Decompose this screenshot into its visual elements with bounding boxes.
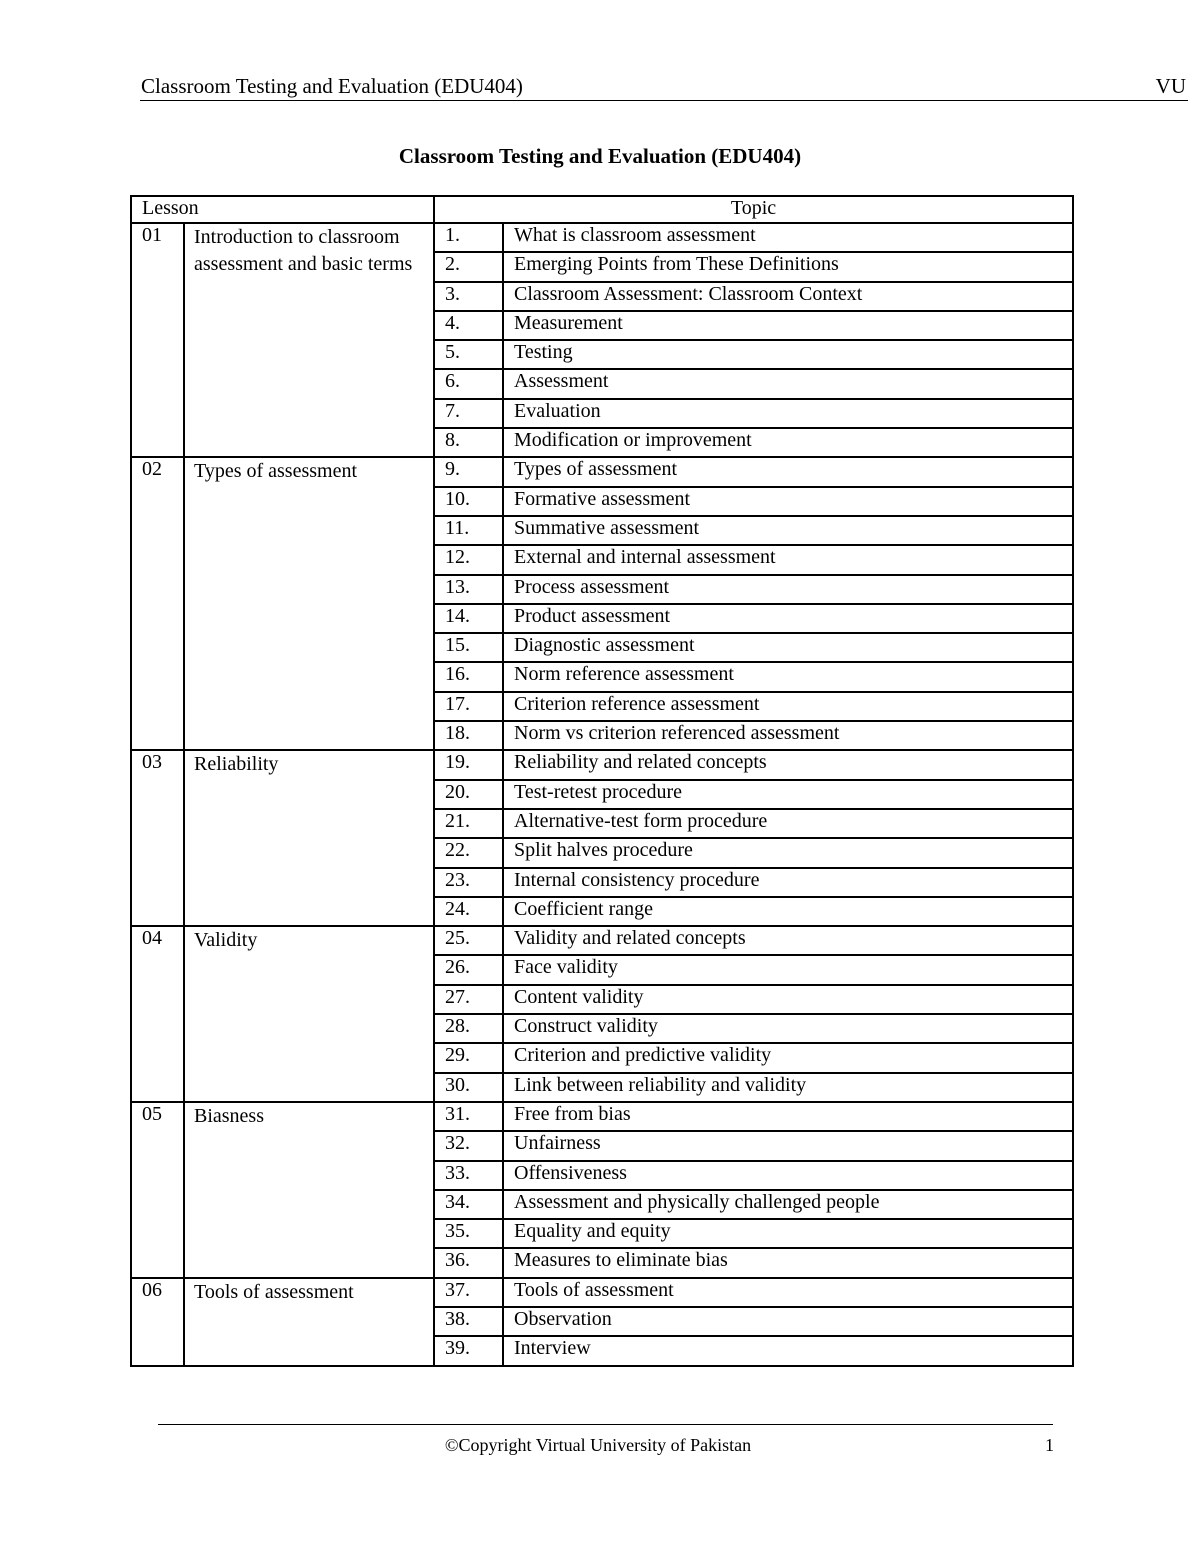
- topic-number: 38.: [434, 1307, 503, 1336]
- topic-title: Content validity: [503, 985, 1073, 1014]
- topic-number: 11.: [434, 516, 503, 545]
- topic-number: 18.: [434, 721, 503, 750]
- topic-number: 5.: [434, 340, 503, 369]
- topic-title: Testing: [503, 340, 1073, 369]
- lesson-number: 05: [131, 1102, 184, 1278]
- topic-number: 37.: [434, 1278, 503, 1307]
- topic-number: 33.: [434, 1161, 503, 1190]
- topic-title: Interview: [503, 1336, 1073, 1365]
- lesson-name: Reliability: [184, 750, 434, 926]
- topic-number: 3.: [434, 282, 503, 311]
- topic-title: Validity and related concepts: [503, 926, 1073, 955]
- lesson-number: 02: [131, 457, 184, 750]
- topic-title: Internal consistency procedure: [503, 868, 1073, 897]
- page-number: 1: [1045, 1435, 1054, 1455]
- topic-title: Modification or improvement: [503, 428, 1073, 457]
- table-header-row: [131, 196, 1073, 223]
- topic-number: 20.: [434, 780, 503, 809]
- topic-title: Assessment: [503, 369, 1073, 398]
- topic-number: 22.: [434, 838, 503, 867]
- topic-number: 31.: [434, 1102, 503, 1131]
- topic-title: What is classroom assessment: [503, 223, 1073, 252]
- topic-title: Alternative-test form procedure: [503, 809, 1073, 838]
- table-row: [131, 1102, 1073, 1131]
- topic-number: 1.: [434, 223, 503, 252]
- lesson-name: Types of assessment: [184, 457, 434, 750]
- topic-title: Types of assessment: [503, 457, 1073, 486]
- table-row: [131, 223, 1073, 252]
- topic-title: Unfairness: [503, 1131, 1073, 1160]
- table-row: [131, 457, 1073, 486]
- topic-title: Test-retest procedure: [503, 780, 1073, 809]
- topic-title: Coefficient range: [503, 897, 1073, 926]
- lesson-number: 01: [131, 223, 184, 457]
- table-row: [131, 1278, 1073, 1307]
- topic-title: Evaluation: [503, 399, 1073, 428]
- topic-number: 7.: [434, 399, 503, 428]
- topic-number: 17.: [434, 692, 503, 721]
- topic-number: 25.: [434, 926, 503, 955]
- topic-number: 29.: [434, 1043, 503, 1072]
- topic-number: 13.: [434, 575, 503, 604]
- topic-number: 26.: [434, 955, 503, 984]
- topic-title: Free from bias: [503, 1102, 1073, 1131]
- topic-title: Emerging Points from These Definitions: [503, 252, 1073, 281]
- topic-number: 2.: [434, 252, 503, 281]
- topic-number: 39.: [434, 1336, 503, 1365]
- topic-number: 12.: [434, 545, 503, 574]
- lesson-number: 03: [131, 750, 184, 926]
- topic-title: Measures to eliminate bias: [503, 1248, 1073, 1277]
- table-row: [131, 750, 1073, 779]
- topic-number: 27.: [434, 985, 503, 1014]
- topic-title: Classroom Assessment: Classroom Context: [503, 282, 1073, 311]
- lesson-name: Biasness: [184, 1102, 434, 1278]
- table-row: [131, 926, 1073, 955]
- header-org: VU: [1155, 74, 1186, 98]
- topic-title: Reliability and related concepts: [503, 750, 1073, 779]
- topic-number: 6.: [434, 369, 503, 398]
- topic-number: 30.: [434, 1073, 503, 1102]
- topic-title: Link between reliability and validity: [503, 1073, 1073, 1102]
- lesson-name: Introduction to classroom assessment and basic terms: [184, 223, 434, 457]
- topic-title: Tools of assessment: [503, 1278, 1073, 1307]
- topic-number: 28.: [434, 1014, 503, 1043]
- topic-number: 24.: [434, 897, 503, 926]
- topic-number: 14.: [434, 604, 503, 633]
- table-body: [131, 223, 1073, 1366]
- topic-column-header: Topic: [434, 196, 1073, 223]
- topic-title: Process assessment: [503, 575, 1073, 604]
- topic-title: Product assessment: [503, 604, 1073, 633]
- page-footer: [158, 1424, 1054, 1455]
- topic-number: 36.: [434, 1248, 503, 1277]
- lesson-column-header: Lesson: [131, 196, 434, 223]
- document-title: Classroom Testing and Evaluation (EDU404): [398, 144, 802, 168]
- topic-title: Face validity: [503, 955, 1073, 984]
- topic-number: 32.: [434, 1131, 503, 1160]
- page-header: [140, 74, 1188, 101]
- copyright-text: ©Copyright Virtual University of Pakistan: [444, 1435, 752, 1455]
- topic-title: Measurement: [503, 311, 1073, 340]
- topic-number: 23.: [434, 868, 503, 897]
- topic-title: Norm vs criterion referenced assessment: [503, 721, 1073, 750]
- topic-title: Construct validity: [503, 1014, 1073, 1043]
- topic-title: Equality and equity: [503, 1219, 1073, 1248]
- lesson-number: 04: [131, 926, 184, 1102]
- lesson-name: Tools of assessment: [184, 1278, 434, 1366]
- topic-title: Offensiveness: [503, 1161, 1073, 1190]
- topic-number: 10.: [434, 487, 503, 516]
- topic-number: 8.: [434, 428, 503, 457]
- header-course-title: Classroom Testing and Evaluation (EDU404): [141, 74, 523, 98]
- topic-number: 19.: [434, 750, 503, 779]
- topic-title: External and internal assessment: [503, 545, 1073, 574]
- topic-title: Criterion reference assessment: [503, 692, 1073, 721]
- topic-title: Summative assessment: [503, 516, 1073, 545]
- topic-title: Observation: [503, 1307, 1073, 1336]
- topic-title: Diagnostic assessment: [503, 633, 1073, 662]
- topic-title: Assessment and physically challenged people: [503, 1190, 1073, 1219]
- topic-number: 16.: [434, 662, 503, 691]
- topic-number: 34.: [434, 1190, 503, 1219]
- topic-title: Criterion and predictive validity: [503, 1043, 1073, 1072]
- topic-number: 4.: [434, 311, 503, 340]
- lesson-name: Validity: [184, 926, 434, 1102]
- lesson-number: 06: [131, 1278, 184, 1366]
- topic-title: Split halves procedure: [503, 838, 1073, 867]
- topic-title: Norm reference assessment: [503, 662, 1073, 691]
- topic-number: 15.: [434, 633, 503, 662]
- topic-number: 35.: [434, 1219, 503, 1248]
- lesson-topic-table: [130, 195, 1074, 1367]
- topic-number: 21.: [434, 809, 503, 838]
- topic-title: Formative assessment: [503, 487, 1073, 516]
- topic-number: 9.: [434, 457, 503, 486]
